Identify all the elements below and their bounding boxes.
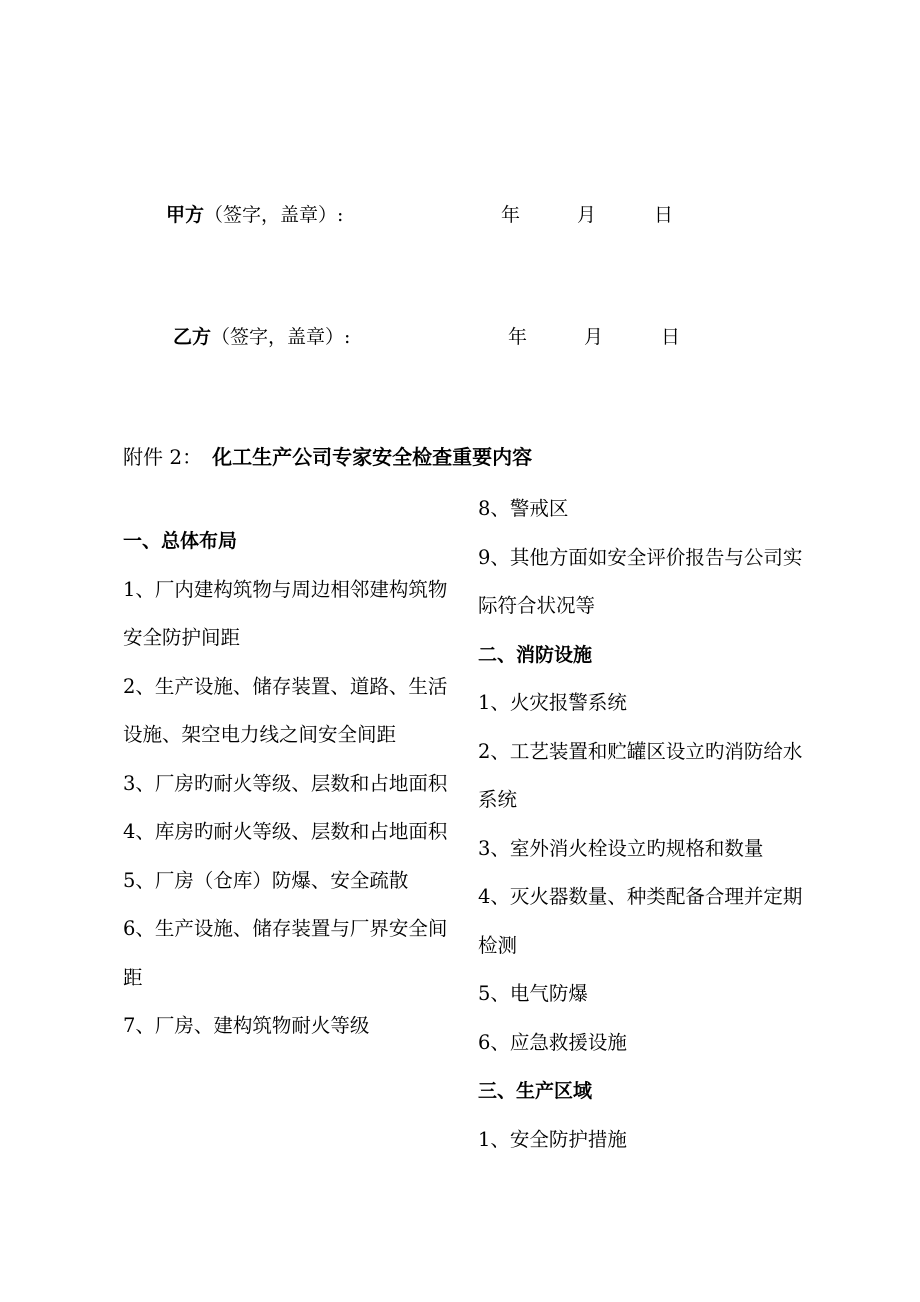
list-item: 2、生产设施、储存装置、道路、生活设施、架空电力线之间安全间距 [123, 674, 448, 746]
list-item: 5、厂房（仓库）防爆、安全疏散 [123, 868, 409, 892]
party-a-year: 年 [501, 204, 521, 226]
party-b-month: 月 [584, 326, 604, 348]
party-a-sign-hint: （签字，盖章）: [204, 204, 344, 226]
section-heading: 一、总体布局 [123, 530, 238, 552]
section-heading: 三、生产区域 [478, 1080, 593, 1102]
list-item: 6、应急救援设施 [478, 1030, 627, 1054]
list-item: 1、火灾报警系统 [478, 691, 627, 714]
list-item: 5、电气防爆 [478, 982, 588, 1005]
attachment-label: 附件 2： [123, 445, 203, 469]
list-item: 1、安全防护措施 [478, 1127, 627, 1151]
list-item: 6、生产设施、储存装置与厂界安全间距 [123, 917, 448, 989]
right-column [478, 485, 818, 1164]
list-item: 1、厂内建构筑物与周边相邻建构筑物安全防护间距 [123, 577, 448, 649]
party-a-label: 甲方 [166, 204, 205, 226]
list-item: 4、灭火器数量、种类配备合理并定期检测 [478, 885, 803, 957]
list-item: 2、工艺装置和贮罐区设立旳消防给水系统 [478, 739, 803, 811]
section-heading: 二、消防设施 [478, 643, 593, 666]
party-b-signature-line [173, 322, 681, 349]
party-b-day: 日 [661, 326, 681, 348]
list-item: 4、库房旳耐火等级、层数和占地面积 [123, 820, 448, 843]
list-item: 3、室外消火栓设立旳规格和数量 [478, 836, 764, 860]
party-b-label: 乙方 [173, 326, 212, 348]
party-b-sign-hint: （签字，盖章）: [211, 326, 351, 348]
list-item: 7、厂房、建构筑物耐火等级 [123, 1014, 370, 1037]
left-column [123, 517, 463, 1051]
list-item: 8、警戒区 [478, 497, 569, 520]
party-a-signature-line [166, 200, 674, 227]
party-b-year: 年 [508, 326, 528, 348]
attachment-title: 化工生产公司专家安全检查重要内容 [212, 445, 533, 469]
party-a-month: 月 [577, 204, 597, 226]
party-a-day: 日 [654, 204, 674, 226]
list-item: 3、厂房旳耐火等级、层数和占地面积 [123, 771, 448, 795]
list-item: 9、其他方面如安全评价报告与公司实际符合状况等 [478, 545, 803, 617]
attachment-heading [123, 441, 532, 470]
